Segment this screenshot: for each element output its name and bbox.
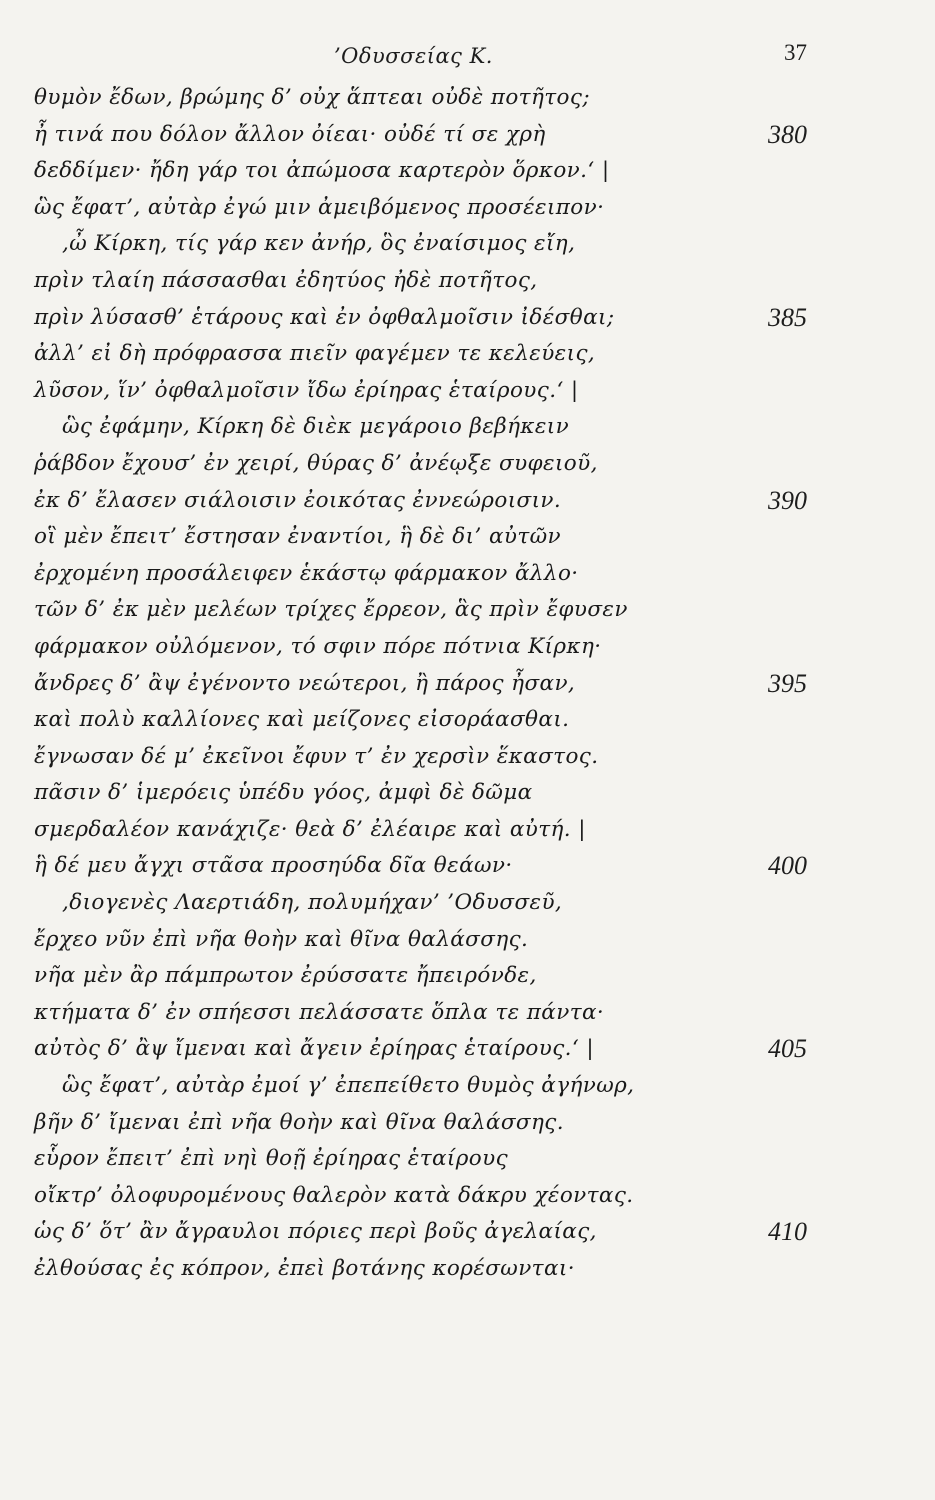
verse-line [0,1178,935,1215]
verse-text: νῆα μὲν ἂρ πάμπρωτον ἐρύσσατε ἤπειρόνδε, [34,963,537,989]
verse-text: ἀλλ’ εἰ δὴ πρόφρασσα πιεῖν φαγέμεν τε κελεύεις, [34,341,596,367]
verse-text: ,διογενὲς Λαερτιάδη, πολυμήχαν’ ’Οδυσσεῦ, [62,890,563,916]
verse-text: ὣς ἐφάμην, Κίρκη δὲ διὲκ μεγάροιο βεβήκειν [62,414,570,440]
verse-text: πρὶν λύσασθ’ ἑτάρους καὶ ἐν ὀφθαλμοῖσιν ἰδέσθαι; [34,304,615,330]
verse-number: 405 [768,1034,807,1064]
verse-text: εὗρον ἔπειτ’ ἐπὶ νηὶ θοῇ ἐρίηρας ἑταίρους [34,1146,509,1172]
verse-line [0,1251,935,1288]
page-header [0,40,935,74]
verse-number: 380 [768,119,807,149]
verse-line [0,483,935,520]
verse-text: οἳ μὲν ἔπειτ’ ἔστησαν ἐναντίοι, ἣ δὲ δι’ αὐτῶν [34,524,562,550]
verse-text: ὣς ἔφατ’, αὐτὰρ ἐγώ μιν ἀμειβόμενος προσέειπον· [34,194,605,220]
verse-number: 395 [768,668,807,698]
verse-line [0,226,935,263]
verse-line [0,336,935,373]
verse-line [0,1141,935,1178]
verse-text: ἦ τινά που δόλον ἄλλον ὀίεαι· οὐδέ τί σε χρὴ [34,121,546,147]
verse-line [0,922,935,959]
verse-line [0,519,935,556]
verse-line [0,1105,935,1142]
verse-line [0,373,935,410]
verse-number: 390 [768,485,807,515]
verse-text: δεδδίμεν· ἤδη γάρ τοι ἀπώμοσα καρτερὸν ὅρκον.‘ | [34,158,610,184]
verse-line [0,1031,935,1068]
running-title: ’Οδυσσείας Κ. [334,44,493,68]
verse-text: ἄνδρες δ’ ἂψ ἐγένοντο νεώτεροι, ἢ πάρος ἦσαν, [34,670,576,696]
verse-number: 385 [768,302,807,332]
verse-line [0,995,935,1032]
verse-line [0,263,935,300]
verse-text: ῥάβδον ἔχουσ’ ἐν χειρί, θύρας δ’ ἀνέῳξε συφειοῦ, [34,450,598,476]
verse-line [0,775,935,812]
verse-line [0,117,935,154]
verse-line [0,409,935,446]
verse-text: βῆν δ’ ἴμεναι ἐπὶ νῆα θοὴν καὶ θῖνα θαλάσσης. [34,1109,564,1135]
verse-line [0,1214,935,1251]
verse-line [0,629,935,666]
verse-text: ἣ δέ μευ ἄγχι στᾶσα προσηύδα δῖα θεάων· [34,853,513,879]
verse-text: ἔγνωσαν δέ μ’ ἐκεῖνοι ἔφυν τ’ ἐν χερσὶν ἕκαστος. [34,743,599,769]
verse-line [0,446,935,483]
verse-text: ,ὦ Κίρκη, τίς γάρ κεν ἀνήρ, ὃς ἐναίσιμος εἴη, [62,231,576,257]
verse-line [0,300,935,337]
verse-text: ἐκ δ’ ἔλασεν σιάλοισιν ἐοικότας ἐννεώροισιν. [34,487,562,513]
verse-text: οἴκτρ’ ὀλοφυρομένους θαλερὸν κατὰ δάκρυ χέοντας. [34,1182,634,1208]
verse-text: ὣς ἔφατ’, αὐτὰρ ἐμοί γ’ ἐπεπείθετο θυμὸς ἀγήνωρ, [62,1073,635,1099]
verse-text: αὐτὸς δ’ ἂψ ἴμεναι καὶ ἄγειν ἐρίηρας ἑταίρους.‘ | [34,1036,594,1062]
verse-text: κτήματα δ’ ἐν σπήεσσι πελάσσατε ὅπλα τε πάντα· [34,999,605,1025]
verse-line [0,812,935,849]
verse-line [0,702,935,739]
verse-text: ἔρχεο νῦν ἐπὶ νῆα θοὴν καὶ θῖνα θαλάσσης. [34,926,529,952]
verse-line [0,958,935,995]
verse-line [0,556,935,593]
verse-line [0,1068,935,1105]
verse-text: ἐρχομένη προσάλειφεν ἑκάστῳ φάρμακον ἄλλο· [34,560,579,586]
page-number: 37 [784,40,807,65]
verse-text: ὡς δ’ ὅτ’ ἂν ἄγραυλοι πόριες περὶ βοῦς ἀγελαίας, [34,1219,597,1245]
verse-line [0,153,935,190]
verse-text: ἐλθούσας ἐς κόπρον, ἐπεὶ βοτάνης κορέσωνται· [34,1256,575,1281]
verse-text: θυμὸν ἔδων, βρώμης δ’ οὐχ ἅπτεαι οὐδὲ ποτῆτος; [34,85,590,110]
verse-line [0,739,935,776]
verse-text: πρὶν τλαίη πάσσασθαι ἐδητύος ἠδὲ ποτῆτος, [34,267,538,293]
verse-line [0,190,935,227]
verse-text: σμερδαλέον κανάχιζε· θεὰ δ’ ἐλέαιρε καὶ αὐτή. | [34,816,586,842]
verse-line [0,592,935,629]
verse-text: λῦσον, ἵν’ ὀφθαλμοῖσιν ἴδω ἐρίηρας ἑταίρους.‘ | [34,377,579,403]
verse-line [0,848,935,885]
verse-text: πᾶσιν δ’ ἱμερόεις ὑπέδυ γόος, ἀμφὶ δὲ δῶμα [34,780,533,806]
verse-text: καὶ πολὺ καλλίονες καὶ μείζονες εἰσοράασθαι. [34,707,570,733]
verse-line [0,80,935,117]
verse-line [0,885,935,922]
verse-number: 410 [768,1217,807,1247]
verse-text: τῶν δ’ ἐκ μὲν μελέων τρίχες ἔρρεον, ἃς πρὶν ἔφυσεν [34,597,628,623]
verse-line [0,666,935,703]
verse-text: φάρμακον οὐλόμενον, τό σφιν πόρε πότνια Κίρκη· [34,633,602,659]
verse-list [0,80,935,1288]
verse-number: 400 [768,851,807,881]
